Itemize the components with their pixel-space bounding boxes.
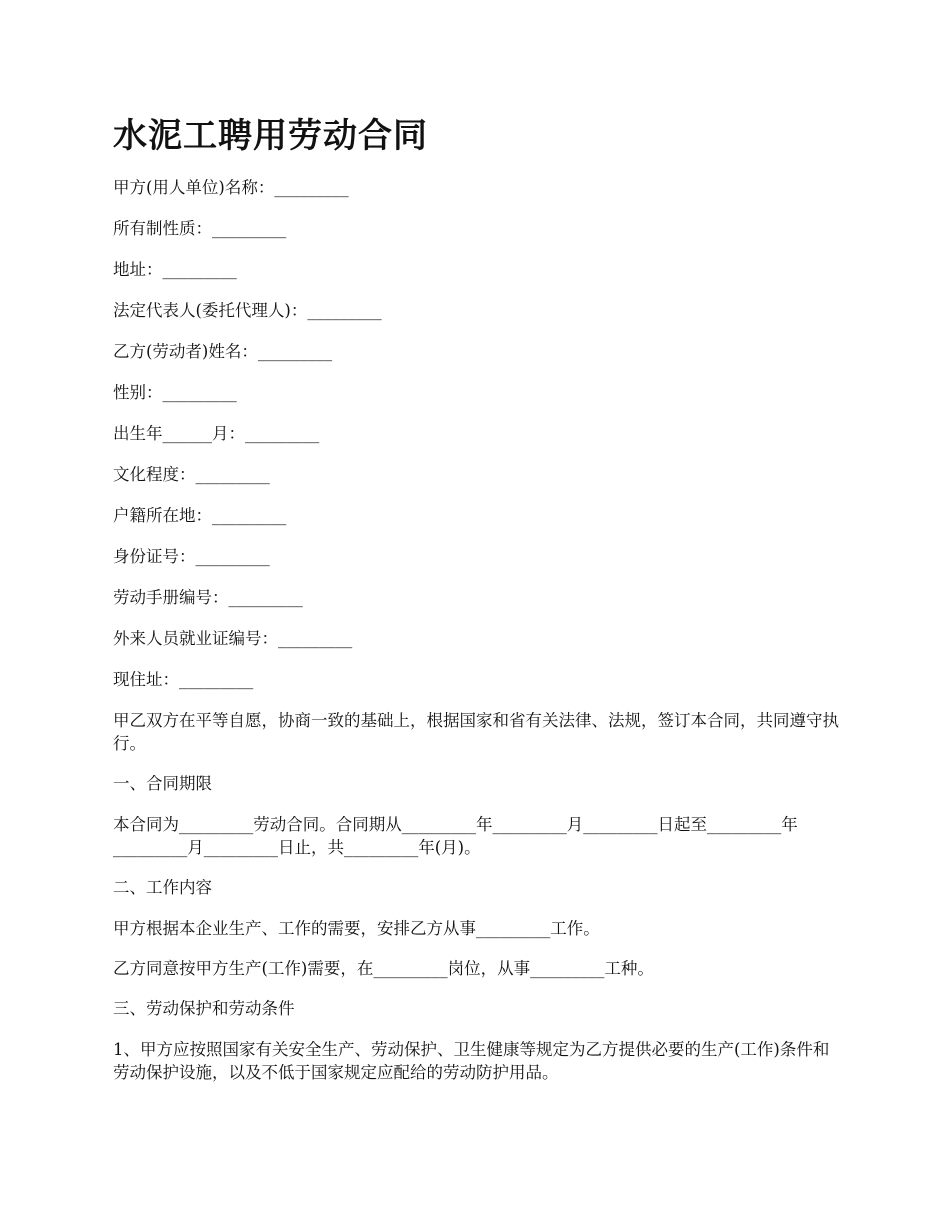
field-current-address: 现住址：_________ — [113, 670, 254, 689]
section-labor-protection-text-1: 1、甲方应按照国家有关安全生产、劳动保护、卫生健康等规定为乙方提供必要的生产(工作)条件和劳动保护设施，以及不低于国家规定应配给的劳动防护用品。 — [113, 1040, 830, 1082]
section-work-content-text-2: 乙方同意按甲方生产(工作)需要，在_________岗位，从事_________工种。 — [113, 959, 654, 978]
section-heading-term: 一、合同期限 — [113, 774, 212, 793]
document-title: 水泥工聘用劳动合同 — [113, 116, 428, 156]
field-employee-name: 乙方(劳动者)姓名：_________ — [113, 342, 333, 361]
intro-paragraph: 甲乙双方在平等自愿，协商一致的基础上，根据国家和省有关法律、法规，签订本合同，共同遵守执行。 — [113, 711, 839, 753]
field-household-registration: 户籍所在地：_________ — [113, 506, 287, 525]
field-employer-name: 甲方(用人单位)名称：_________ — [113, 178, 349, 197]
contract-page — [113, 112, 843, 1101]
field-address: 地址：_________ — [113, 260, 237, 279]
section-term-text: 本合同为_________劳动合同。合同期从_________年_________月_________日起至_________年_________月_________日止，共_________年(月)。 — [113, 815, 798, 857]
field-labor-handbook-number: 劳动手册编号：_________ — [113, 588, 303, 607]
field-ownership-type: 所有制性质：_________ — [113, 219, 287, 238]
field-work-permit-number: 外来人员就业证编号：_________ — [113, 629, 353, 648]
field-gender: 性别：_________ — [113, 383, 237, 402]
field-birth-date: 出生年______月：_________ — [113, 424, 320, 443]
field-education: 文化程度：_________ — [113, 465, 270, 484]
field-id-number: 身份证号：_________ — [113, 547, 270, 566]
section-heading-work-content: 二、工作内容 — [113, 878, 212, 897]
field-legal-representative: 法定代表人(委托代理人)：_________ — [113, 301, 382, 320]
section-heading-labor-protection: 三、劳动保护和劳动条件 — [113, 999, 295, 1018]
section-work-content-text-1: 甲方根据本企业生产、工作的需要，安排乙方从事_________工作。 — [113, 919, 600, 938]
